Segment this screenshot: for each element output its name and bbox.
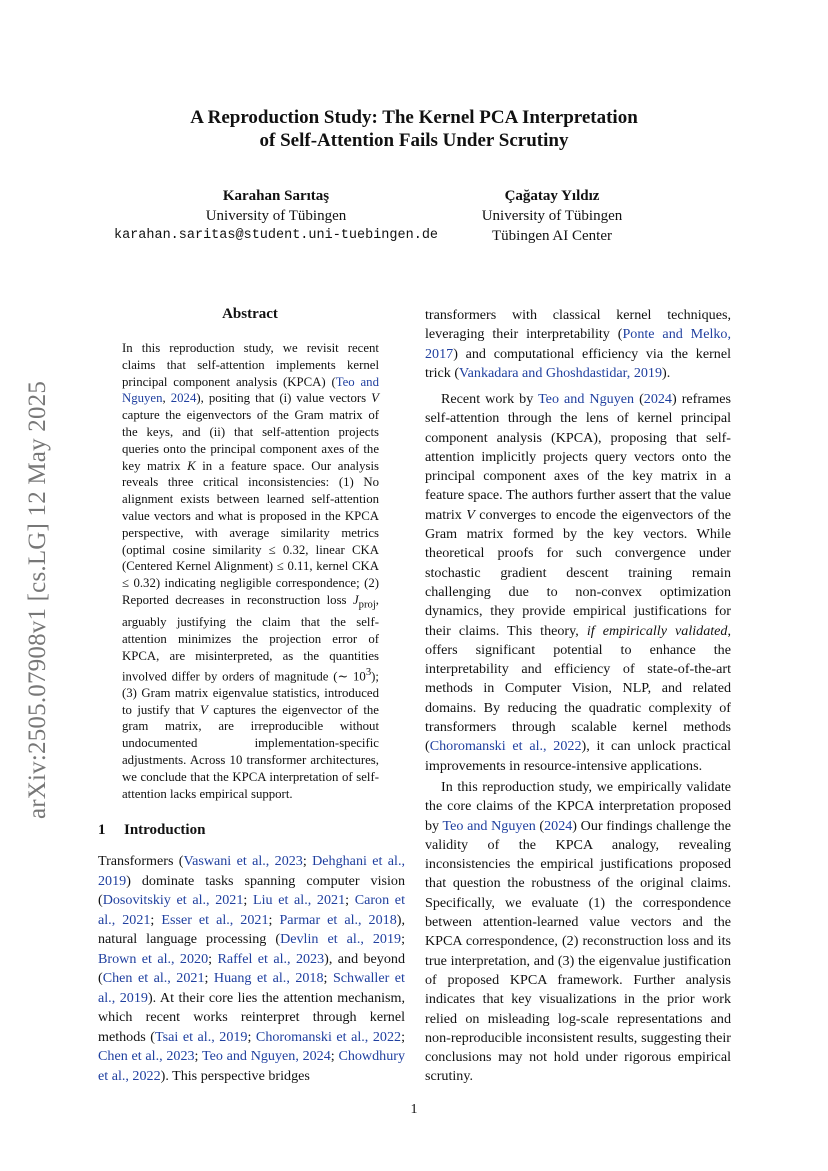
citation-link[interactable]: Choromanski et al., 2022 <box>429 738 582 755</box>
author-email[interactable]: karahan.saritas@student.uni-tuebingen.de <box>113 228 439 243</box>
citation-link[interactable]: Devlin et al., 2019 <box>280 931 402 947</box>
citation-link[interactable]: Huang et al., 2018 <box>213 970 324 986</box>
intro-paragraph-1-continued: transformers with classical kernel techniques, leveraging their interpretability (Ponte and Melko, 2017) and computational efficiency via the kernel trick (Vankadara and Ghoshdastidar, 2019). <box>425 307 731 381</box>
citation-link[interactable]: Teo and Nguyen <box>122 374 379 406</box>
title-line-1: A Reproduction Study: The Kernel PCA Interpretation <box>190 107 638 128</box>
author-affiliation: University of Tübingen <box>205 208 347 224</box>
math-subscript: proj <box>358 599 376 611</box>
citation-link[interactable]: 2024 <box>643 391 672 407</box>
abstract-heading: Abstract <box>222 306 278 322</box>
citation-link[interactable]: Ponte and Melko, 2017 <box>425 326 731 362</box>
arxiv-identifier-stamp: arXiv:2505.07908v1 [cs.LG] 12 May 2025 <box>24 380 51 820</box>
citation-link[interactable]: Chen et al., 2023 <box>98 1048 195 1064</box>
citation-link[interactable]: Teo and Nguyen, 2024 <box>201 1048 331 1064</box>
title-line-2: of Self-Attention Fails Under Scrutiny <box>259 130 569 151</box>
author-name: Karahan Sarıtaş <box>222 188 330 204</box>
citation-link[interactable]: 2024 <box>544 817 573 834</box>
citation-link[interactable]: Dosovitskiy et al., 2021 <box>102 892 244 908</box>
citation-link[interactable]: Raffel et al., 2023 <box>217 950 325 967</box>
citation-link[interactable]: Parmar et al., 2018 <box>279 911 397 928</box>
author-block-1 <box>100 186 452 246</box>
citation-link[interactable]: Dehghani et al., 2019 <box>98 853 405 889</box>
intro-paragraph-3: In this reproduction study, we empirically validate the core claims of the KPCA interpretation proposed by Teo and Nguyen (2024) Our findings challenge the validity of the KPCA analogy, revealing inconsistencies the empirical justifications proposed that question the robustness of the original claims. Specifically, we evaluate (1) the correspondence between attention-learned value vectors and the KPCA correspondence, (2) reconstruction loss and its true interpretation, and (3) the eigenvalue justification of proposed KPCA framework. Further analysis indicates that key visualizations in the prior work relied on misleading log-scale representations and non-reproducible inconsistent results, suggesting their conclusions may not hold under rigorous empirical scrutiny. <box>425 779 731 1085</box>
author-affiliation: University of Tübingen <box>481 208 623 224</box>
citation-link[interactable]: Teo and Nguyen <box>538 391 635 407</box>
math-symbol: K <box>187 458 196 473</box>
section-heading <box>98 822 408 839</box>
section-title: Introduction <box>124 822 206 838</box>
section-number: 1 <box>98 822 106 838</box>
intro-paragraph-2: Recent work by Teo and Nguyen (2024) reframes self-attention through the lens of kernel principal component analysis (KPCA), proposing that self-attention implicitly projects query vectors onto the principal component axes of the key matrix in a feature space. The authors further assert that the value matrix V converges to encode the eigenvectors of the Gram matrix formed by the key vectors. While theoretical proofs for such convergence under stochastic gradient descent training remain challenging due to non-convex optimization dynamics, they provide empirical justifications for their claims. This theory, if empirically validated, offers significant potential to enhance the interpretability and efficiency of state-of-the-art methods in Computer Vision, NLP, and related domains. By reducing the quadratic complexity of transformers through scalable kernel methods (Choromanski et al., 2022), it can unlock practical improvements in resource-intensive applications. <box>425 391 731 774</box>
citation-link[interactable]: Chen et al., 2021 <box>102 970 205 986</box>
citation-link[interactable]: Tsai et al., 2019 <box>155 1028 248 1045</box>
citation-link[interactable]: 2024 <box>170 391 197 406</box>
citation-link[interactable]: Liu et al., 2021 <box>252 892 346 908</box>
citation-link[interactable]: Esser et al., 2021 <box>161 911 269 928</box>
math-symbol: V <box>466 506 475 523</box>
math-symbol: V <box>200 702 208 717</box>
citation-link[interactable]: Caron et al., 2021 <box>98 892 405 928</box>
math-symbol: J <box>352 592 359 607</box>
citation-link[interactable]: Teo and Nguyen <box>442 817 536 834</box>
citation-link[interactable]: Brown et al., 2020 <box>98 950 209 967</box>
emphasis-text: if empirically validated <box>586 622 728 639</box>
intro-paragraph-1: Transformers (Vaswani et al., 2023; Dehghani et al., 2019) dominate tasks spanning computer vision (Dosovitskiy et al., 2021; Liu et al., 2021; Caron et al., 2021; Esser et al., 2021; Parmar et al., 2018), natural language processing (Devlin et al., 2019; Brown et al., 2020; Raffel et al., 2023), and beyond (Chen et al., 2021; Huang et al., 2018; Schwaller et al., 2019). At their core lies the attention mechanism, which recent works reinterpret through kernel methods (Tsai et al., 2019; Choromanski et al., 2022; Chen et al., 2023; Teo and Nguyen, 2024; Chowdhury et al., 2022). This perspective bridges <box>98 853 405 1084</box>
author-block-2 <box>462 186 642 246</box>
math-superscript: 3 <box>365 666 372 678</box>
author-affiliation-secondary: Tübingen AI Center <box>492 228 612 244</box>
citation-link[interactable]: Vankadara and Ghoshdastidar, 2019 <box>459 364 663 381</box>
citation-link[interactable]: Chowdhury et al., 2022 <box>98 1048 405 1084</box>
abstract-body: In this reproduction study, we revisit recent claims that self-attention implements kernel principal component analysis (KPCA) (Teo and Nguyen, 2024), positing that (i) value vectors V capture the eigenvectors of the Gram matrix of the keys, and (ii) that self-attention projects queries onto the principal component axes of the key matrix K in a feature space. Our analysis reveals three critical inconsistencies: (1) No alignment exists between learned self-attention value vectors and what is proposed in the KPCA perspective, with average similarity metrics (optimal cosine similarity ≤ 0.32, linear CKA (Centered Kernel Alignment) ≤ 0.11, kernel CKA ≤ 0.32) indicating negligible correspondence; (2) Reported decreases in reconstruction loss $J_{proj}$, arguably justifying the claim that the self-attention minimizes the projection error of KPCA, are misinterpreted, as the quantities involved differ by orders of magnitude (∼ $10^3$); (3) Gram matrix eigenvalue statistics, introduced to justify that V captures the eigenvector of the gram matrix, are irreproducible without undocumented implementation-specific adjustments. Across 10 transformer architectures, we conclude that the KPCA interpretation of self-attention lacks empirical support. <box>122 341 380 801</box>
page-number: 1 <box>410 1102 418 1117</box>
citation-link[interactable]: Schwaller et al., 2019 <box>98 970 405 1006</box>
citation-link[interactable]: Vaswani et al., 2023 <box>183 853 303 869</box>
math-symbol: V <box>371 391 379 406</box>
author-name: Çağatay Yıldız <box>504 188 600 204</box>
paper-title <box>120 106 708 152</box>
citation-link[interactable]: Choromanski et al., 2022 <box>255 1028 402 1045</box>
